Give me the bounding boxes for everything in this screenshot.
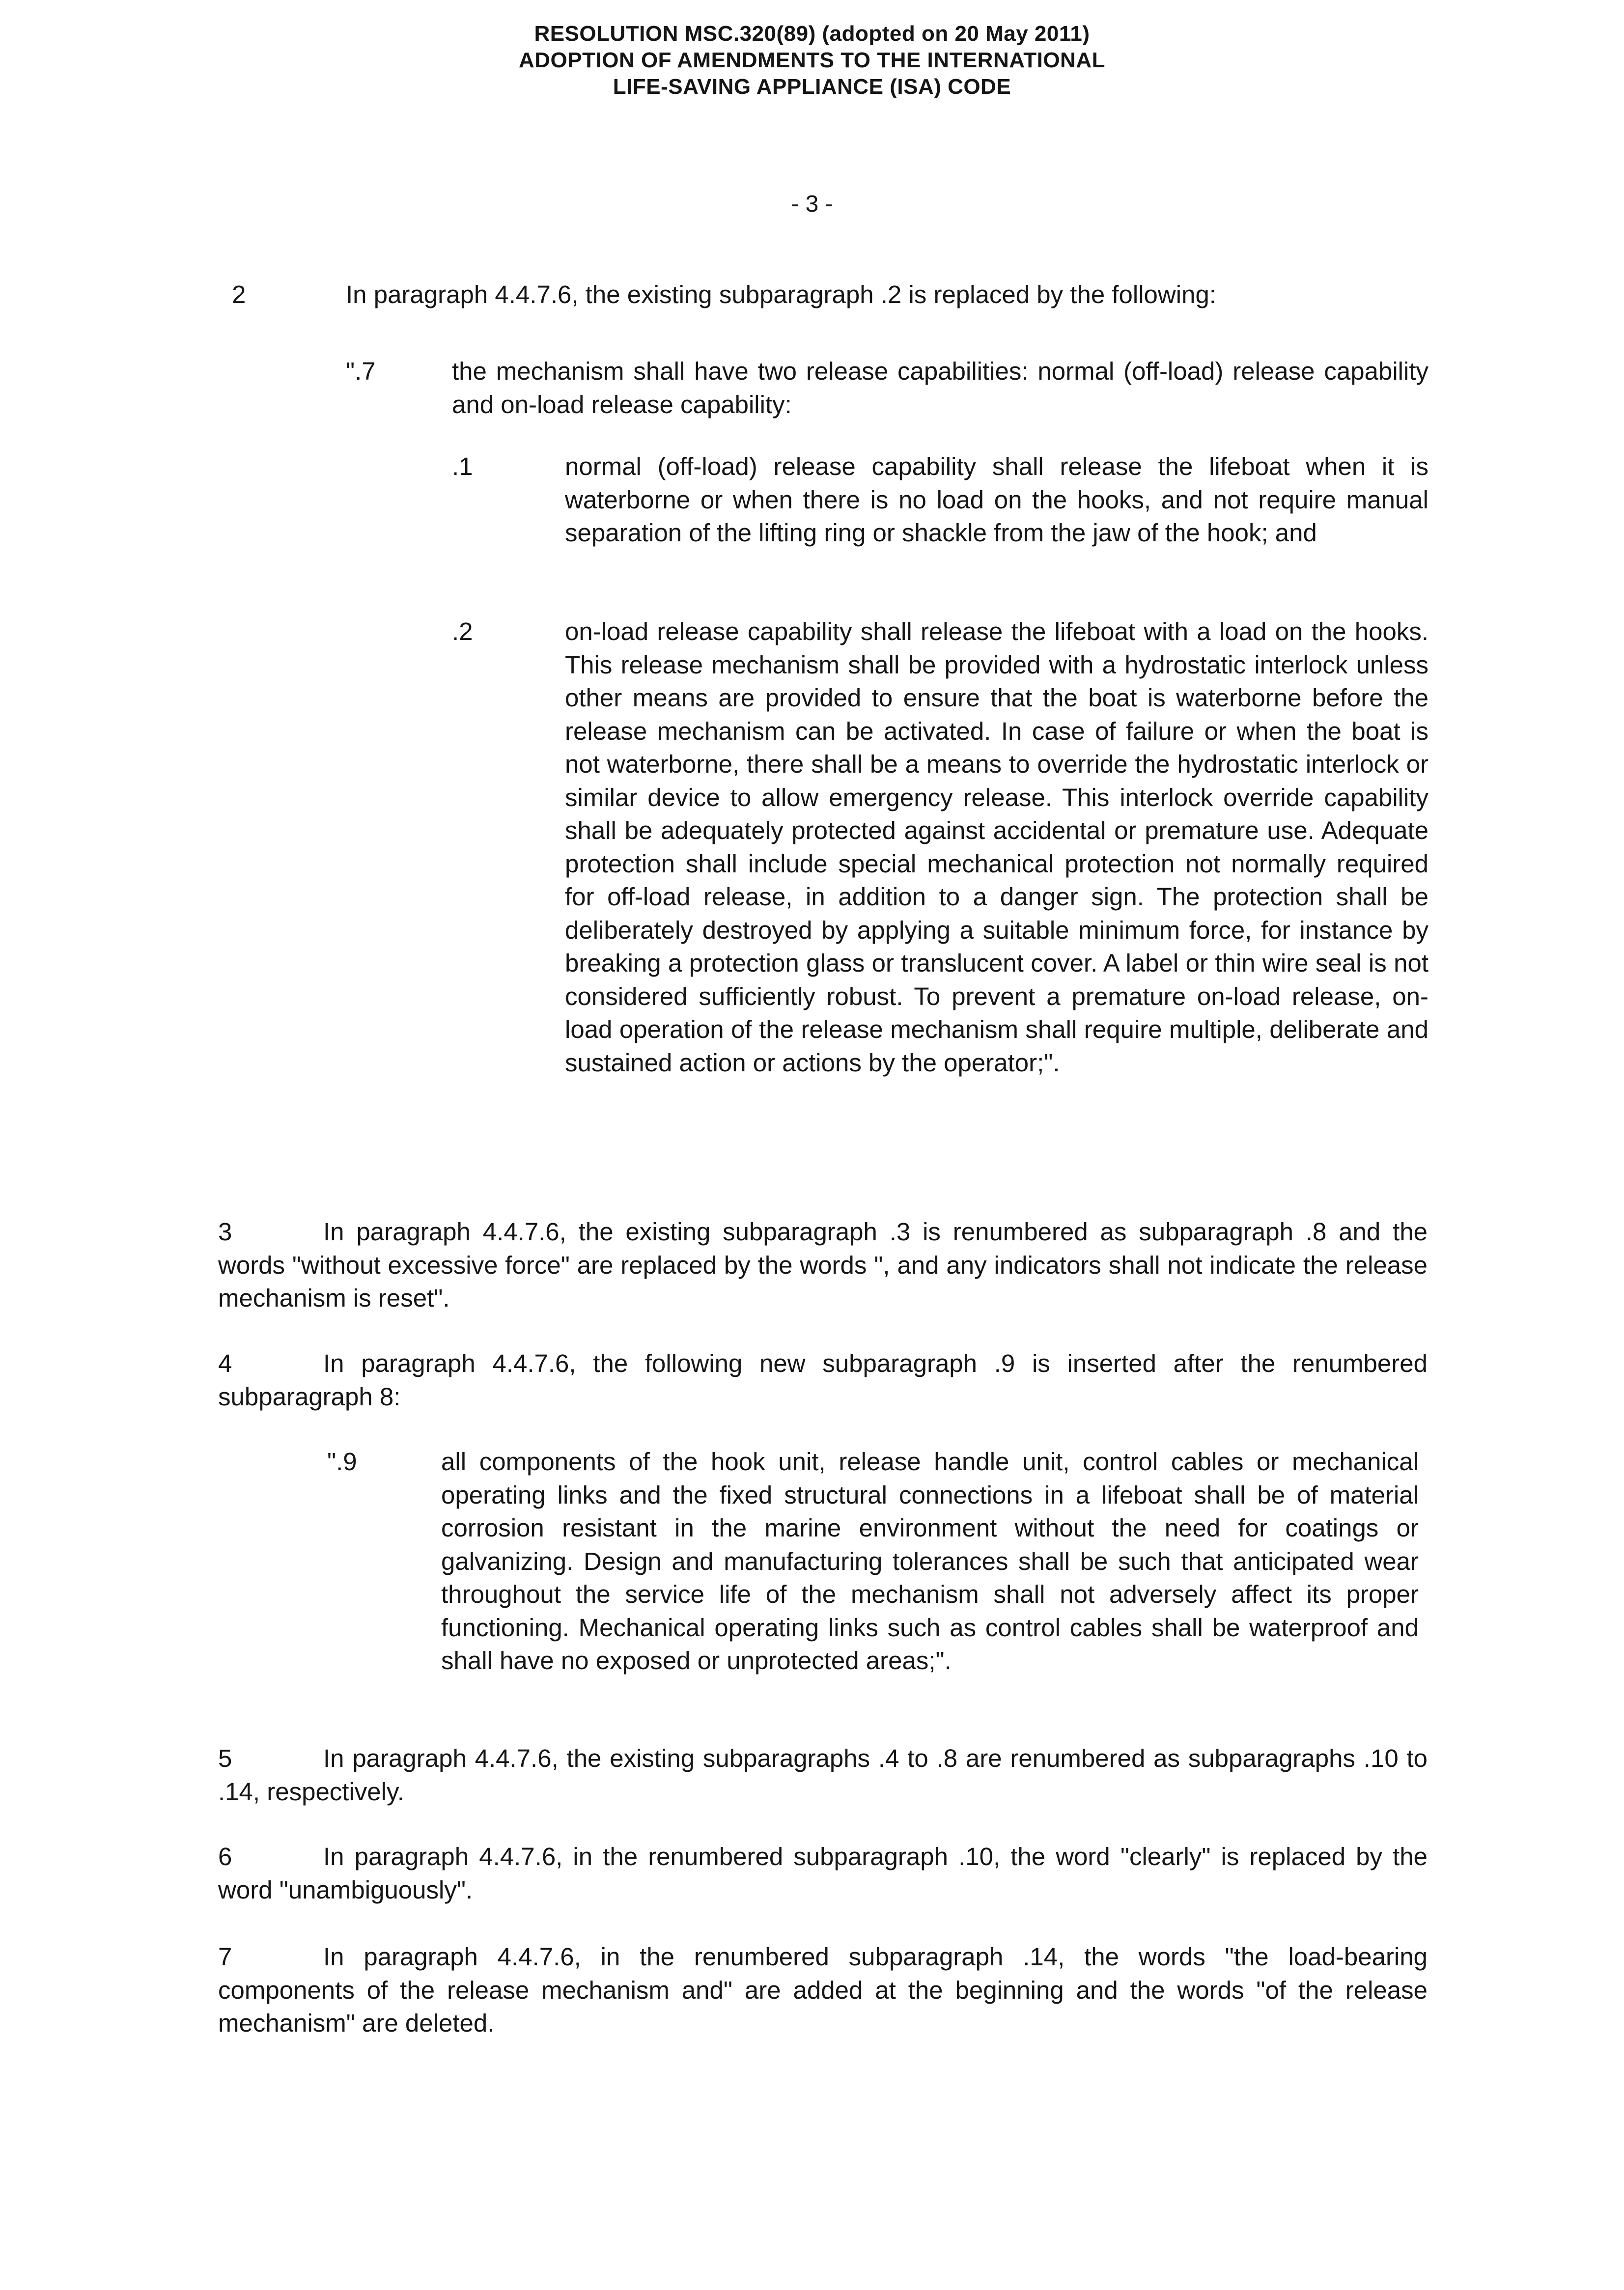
item-6-number: 6 — [218, 1843, 232, 1871]
item-7-number: 7 — [218, 1943, 232, 1971]
item-7-text: In paragraph 4.4.7.6, in the renumbered subparagraph .14, the words "the load-bearing components of the release mechanism and" are added at the beginning and the words "of the release mechanism" are deleted. — [218, 1943, 1428, 2037]
page-number: - 3 - — [791, 191, 833, 217]
item-5-text: In paragraph 4.4.7.6, the existing subparagraphs .4 to .8 are renumbered as subparagraphs .10 to .14, respectively. — [218, 1744, 1428, 1806]
item-7-paragraph — [218, 1940, 1428, 2040]
subpara-7-2-text: on-load release capability shall release the lifeboat with a load on the hooks. This release mechanism shall be provided with a hydrostatic interlock unless other means are provided to ensure that the boat is waterborne before the release mechanism can be activated. In case of failure or when the boat is not waterborne, there shall be a means to override the hydrostatic interlock or similar device to allow emergency release. This interlock override capability shall be adequately protected against accidental or premature use. Adequate protection shall include special mechanical protection not normally required for off-load release, in addition to a danger sign. The protection shall be deliberately destroyed by applying a suitable minimum force, for instance by breaking a protection glass or translucent cover. A label or thin wire seal is not considered sufficiently robust. To prevent a premature on-load release, on-load operation of the release mechanism shall require multiple, deliberate and sustained action or actions by the operator;". — [565, 617, 1428, 1077]
header-line-3: LIFE-SAVING APPLIANCE (ISA) CODE — [613, 75, 1011, 99]
item-4-number: 4 — [218, 1349, 232, 1377]
item-3-number: 3 — [218, 1218, 232, 1246]
item-3-paragraph — [218, 1215, 1428, 1315]
subpara-7-2-number: .2 — [452, 617, 473, 645]
item-5-number: 5 — [218, 1744, 232, 1772]
resolution-header — [0, 21, 1624, 100]
subpara-7-text: the mechanism shall have two release capabilities: normal (off-load) release capability and on-load release capability: — [452, 357, 1428, 419]
subpara-9-number: ".9 — [327, 1448, 357, 1476]
subpara-7-1-number: .1 — [452, 452, 473, 480]
subpara-7-number: ".7 — [346, 357, 376, 385]
header-line-2: ADOPTION OF AMENDMENTS TO THE INTERNATIONAL — [519, 48, 1105, 72]
item-3-text: In paragraph 4.4.7.6, the existing subparagraph .3 is renumbered as subparagraph .8 and the words "without excessive force" are replaced by the words ", and any indicators shall not indicate the release mechanism is reset". — [218, 1218, 1428, 1312]
header-line-1: RESOLUTION MSC.320(89) (adopted on 20 May 2011) — [534, 22, 1090, 46]
subpara-7-1-text: normal (off-load) release capability shall release the lifeboat when it is waterborne or when there is no load on the hooks, and not require manual separation of the lifting ring or shackle from the jaw of the hook; and — [565, 452, 1428, 547]
item-6-text: In paragraph 4.4.7.6, in the renumbered subparagraph .10, the word "clearly" is replaced by the word "unambiguously". — [218, 1843, 1428, 1904]
subpara-9-text: all components of the hook unit, release handle unit, control cables or mechanical operating links and the fixed structural connections in a lifeboat shall be of material corrosion resistant in the marine environment without the need for coatings or galvanizing. Design and manufacturing tolerances shall be such that anticipated wear throughout the service life of the mechanism shall not adversely affect its proper functioning. Mechanical operating links such as control cables shall be waterproof and shall have no exposed or unprotected areas;". — [441, 1448, 1419, 1675]
item-6-paragraph — [218, 1840, 1428, 1906]
item-2-number: 2 — [232, 280, 246, 308]
item-5-paragraph — [218, 1742, 1428, 1808]
item-4-paragraph — [218, 1347, 1428, 1413]
item-2-text: In paragraph 4.4.7.6, the existing subparagraph .2 is replaced by the following: — [346, 280, 1216, 308]
item-4-text: In paragraph 4.4.7.6, the following new subparagraph .9 is inserted after the renumbered subparagraph 8: — [218, 1349, 1428, 1411]
